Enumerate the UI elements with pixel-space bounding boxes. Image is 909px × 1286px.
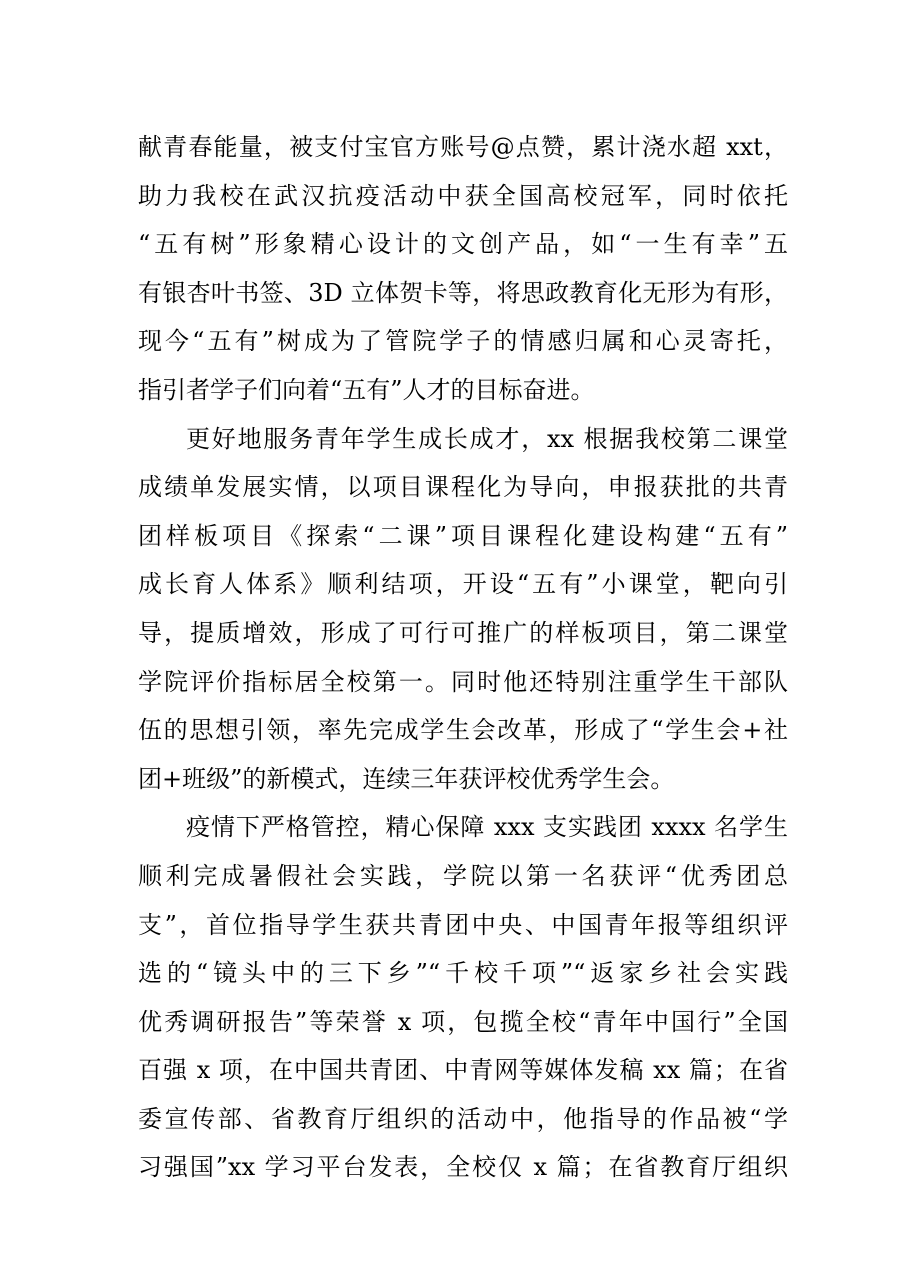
text-line: 百强 x 项，在中国共青团、中青网等媒体发稿 xx 篇；在省 [138,1056,788,1085]
text-line: 学院评价指标居全校第一。同时他还特别注重学生干部队 [138,667,788,696]
text-line: 献青春能量，被支付宝官方账号@点赞，累计浇水超 xxt， [138,133,788,161]
paragraph-1 [138,123,788,415]
text-line: 习强国”xx 学习平台发表，全校仅 x 篇；在省教育厅组织 [138,1153,788,1182]
text-line: 指引者学子们向着“五有”人才的目标奋进。 [138,375,595,404]
text-line: 疫情下严格管控，精心保障 xxx 支实践团 xxxx 名学生 [186,813,788,842]
text-line: 助力我校在武汉抗疫活动中获全国高校冠军，同时依托 [138,181,788,210]
text-line: 现今“五有”树成为了管院学子的情感归属和心灵寄托， [138,327,788,356]
text-line: 选的“镜头中的三下乡”“千校千项”“返家乡社会实践 [138,959,788,988]
text-line: 导，提质增效，形成了可行可推广的样板项目，第二课堂 [138,618,788,647]
paragraph-3 [138,803,788,1192]
text-line: 伍的思想引领，率先完成学生会改革，形成了“学生会+社 [138,716,788,745]
text-line: 团样板项目《探索“二课”项目课程化建设构建“五有” [138,521,788,550]
text-line: 有银杏叶书签、3D 立体贺卡等，将思政教育化无形为有形， [138,278,788,307]
text-line: 更好地服务青年学生成长成才，xx 根据我校第二课堂 [186,424,788,453]
body-text [138,123,788,1192]
text-line: 团+班级”的新模式，连续三年获评校优秀学生会。 [138,764,675,793]
text-line: 支”，首位指导学生获共青团中央、中国青年报等组织评 [138,910,788,939]
text-line: 成绩单发展实情，以项目课程化为导向，申报获批的共青 [138,473,788,502]
text-line: 优秀调研报告”等荣誉 x 项，包揽全校“青年中国行”全国 [138,1007,788,1036]
paragraph-2 [138,415,788,804]
text-line: “五有树”形象精心设计的文创产品，如“一生有幸”五 [138,230,788,259]
text-line: 委宣传部、省教育厅组织的活动中，他指导的作品被“学 [138,1104,788,1133]
text-line: 成长育人体系》顺利结项，开设“五有”小课堂，靶向引 [138,570,788,599]
text-line: 顺利完成暑假社会实践，学院以第一名获评“优秀团总 [138,861,788,890]
